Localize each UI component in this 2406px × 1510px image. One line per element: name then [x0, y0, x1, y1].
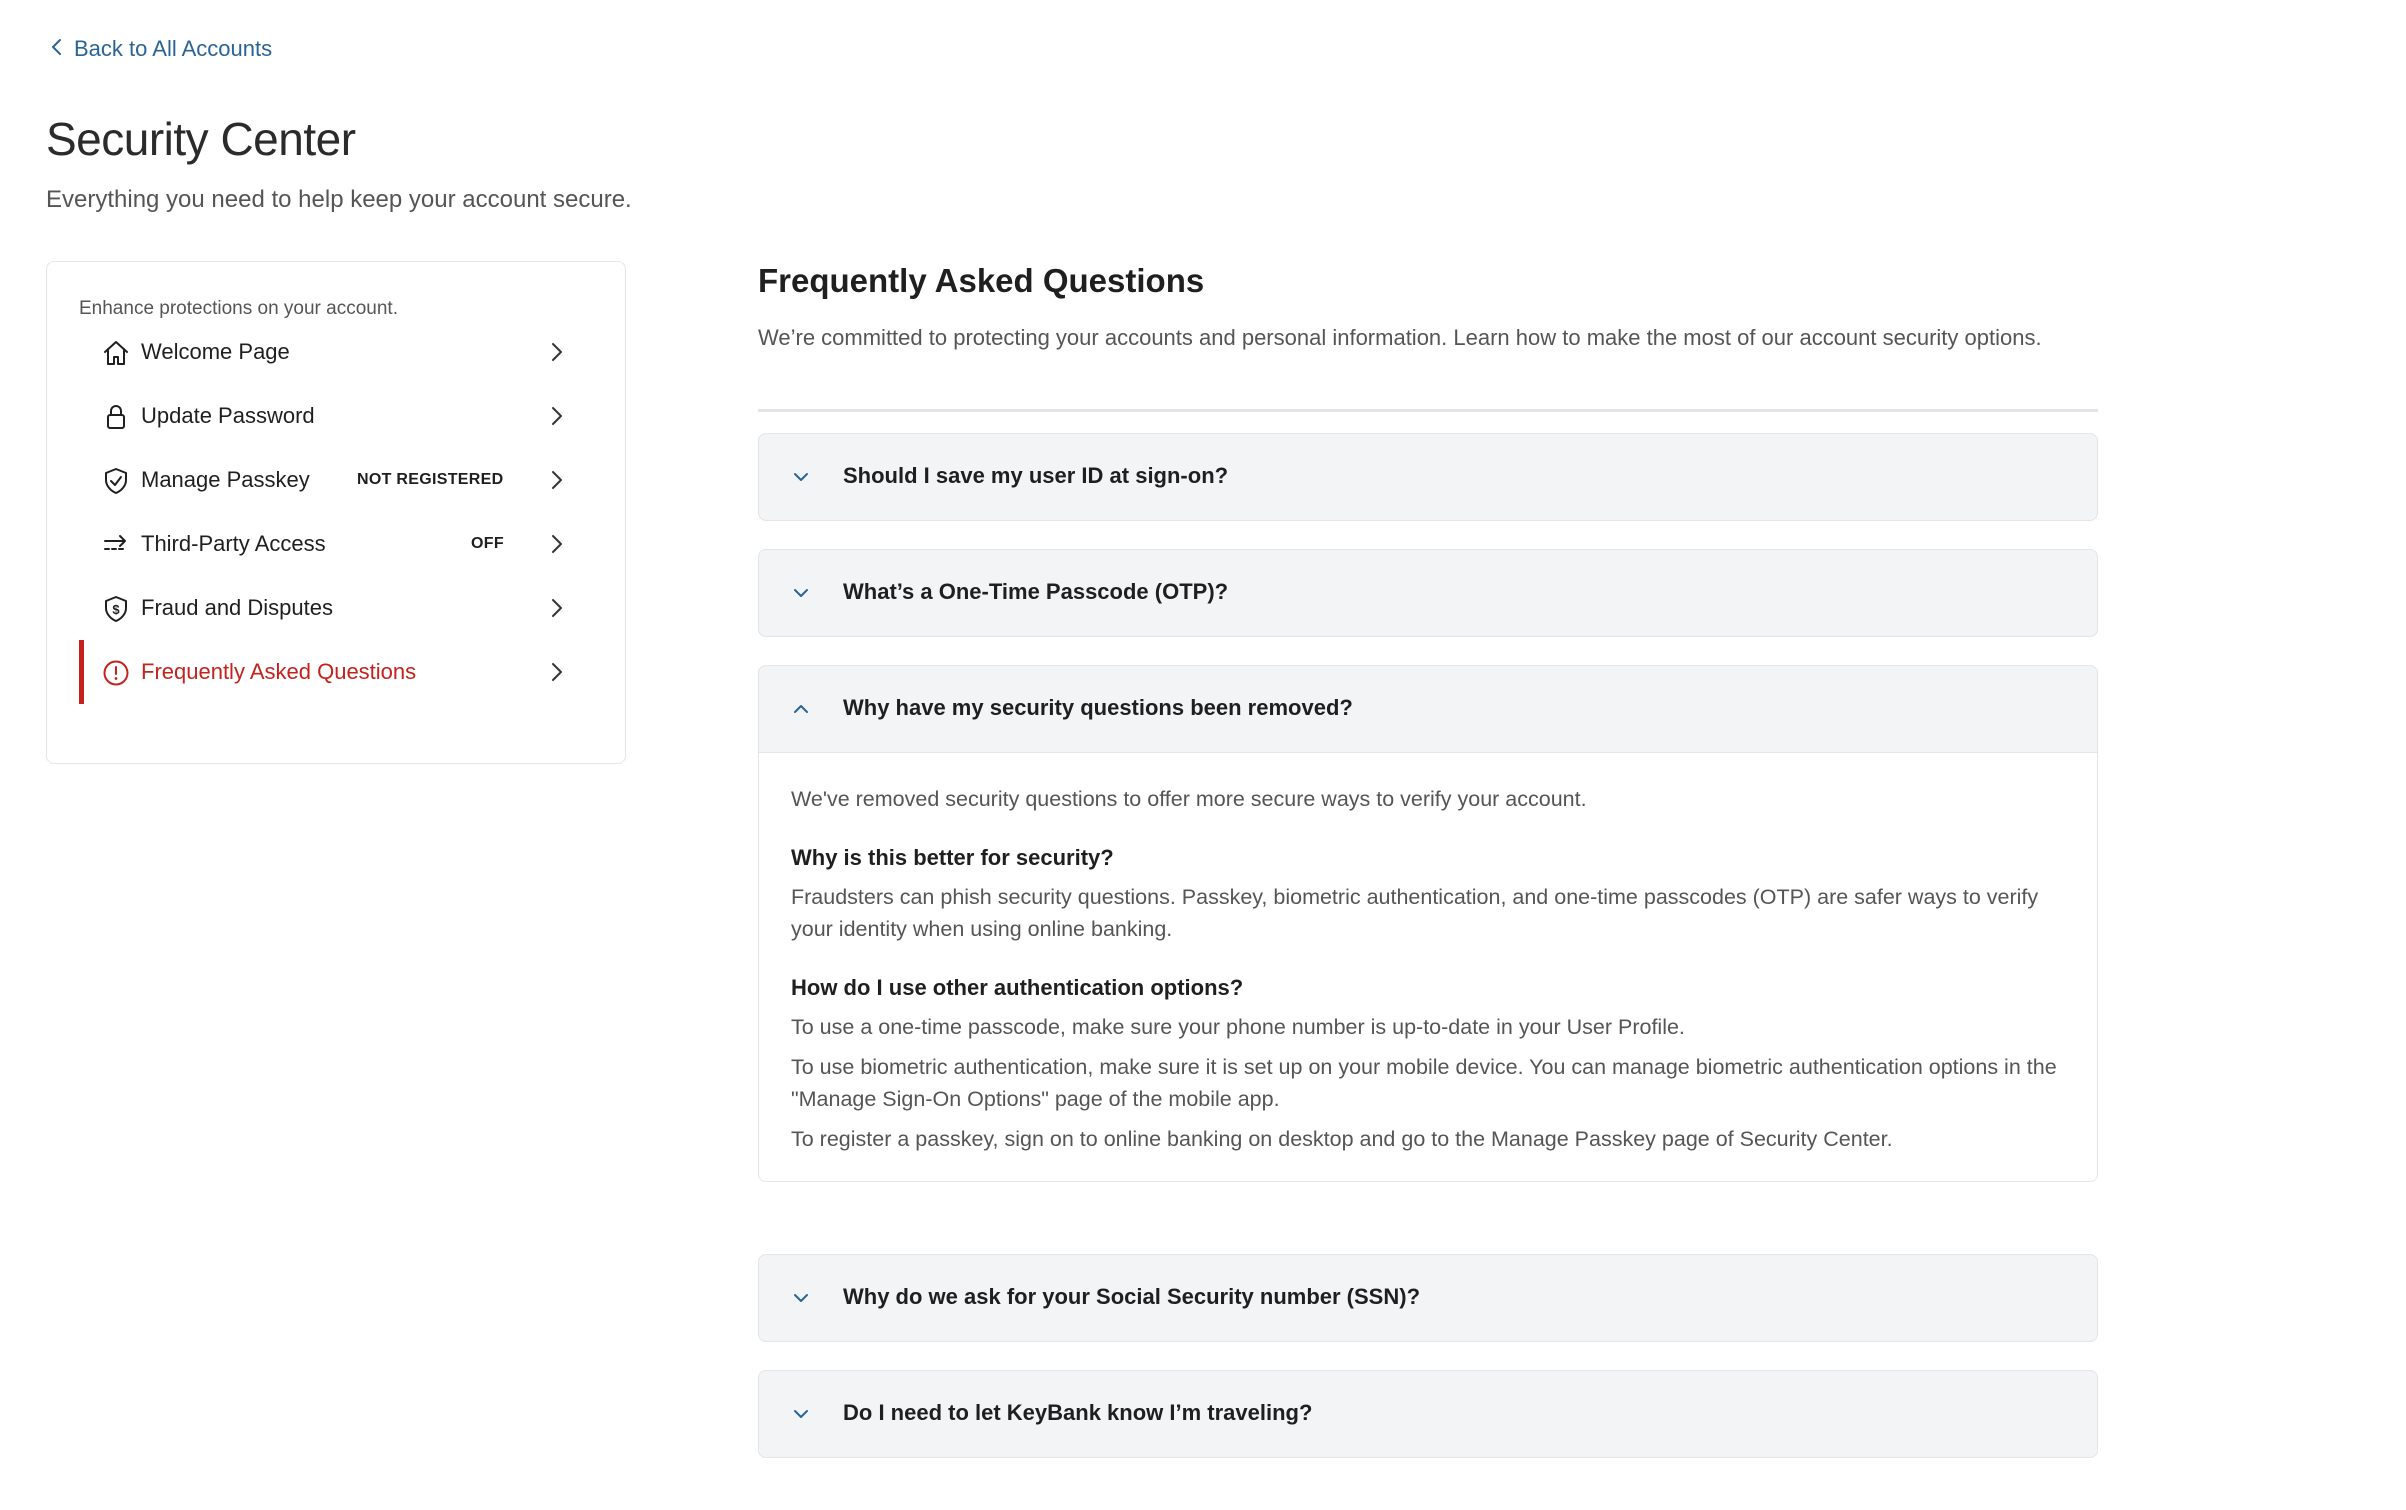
chevron-down-icon	[791, 467, 811, 487]
chevron-right-icon	[549, 468, 565, 492]
passkey-status-badge: NOT REGISTERED	[357, 471, 504, 488]
sidebar-item-label: Third-Party Access	[141, 531, 326, 556]
sidebar-item-label: Update Password	[141, 403, 315, 428]
sidebar-item-label: Manage Passkey	[141, 467, 310, 492]
faq-question-toggle[interactable]	[759, 550, 2097, 636]
home-icon	[101, 338, 131, 368]
chevron-right-icon	[549, 660, 565, 684]
sidebar-item-fraud-and-disputes[interactable]	[79, 576, 579, 640]
faq-question-toggle[interactable]	[759, 434, 2097, 520]
chevron-down-icon	[791, 1288, 811, 1308]
faq-item	[758, 1370, 2098, 1458]
chevron-right-icon	[549, 532, 565, 556]
lock-icon	[101, 402, 131, 432]
faq-item-expanded	[758, 665, 2098, 1182]
page-subtitle: Everything you need to help keep your account secure.	[46, 186, 632, 213]
answer-paragraph: To register a passkey, sign on to online banking on desktop and go to the Manage Passkey page of Security Center.	[791, 1127, 1893, 1151]
info-icon	[101, 658, 131, 688]
sidebar-item-label: Frequently Asked Questions	[141, 659, 417, 684]
answer-subheading: How do I use other authentication options?	[791, 975, 1244, 1000]
page-title: Security Center	[46, 113, 356, 165]
chevron-right-icon	[549, 404, 565, 428]
sidebar-item-third-party-access[interactable]	[79, 512, 579, 576]
sidebar-caption: Enhance protections on your account.	[79, 298, 398, 319]
faq-question-toggle[interactable]	[759, 666, 2097, 752]
faq-heading: Frequently Asked Questions	[758, 262, 1205, 299]
faq-question: Do I need to let KeyBank know I’m traveling?	[843, 1400, 1313, 1425]
chevron-right-icon	[549, 596, 565, 620]
shield-check-icon	[101, 466, 131, 496]
answer-paragraph: To use a one-time passcode, make sure your phone number is up-to-date in your User Profile.	[791, 1015, 1685, 1039]
faq-question-toggle[interactable]	[759, 1255, 2097, 1341]
faq-question: What’s a One-Time Passcode (OTP)?	[843, 579, 1229, 604]
svg-text:$: $	[112, 602, 120, 617]
sidebar-item-update-password[interactable]	[79, 384, 579, 448]
answer-paragraph: To use biometric authentication, make sure it is set up on your mobile device. You can manage biometric authentication options in the "Manage Sign-On Options" page of the mobile app.	[791, 1055, 2057, 1111]
faq-question: Why do we ask for your Social Security number (SSN)?	[843, 1284, 1421, 1309]
sidebar-item-label: Fraud and Disputes	[141, 595, 333, 620]
third-party-status-badge: OFF	[471, 535, 504, 552]
divider	[758, 409, 2098, 412]
security-sidebar	[46, 261, 626, 764]
shield-dollar-icon	[101, 594, 131, 624]
sidebar-item-manage-passkey[interactable]	[79, 448, 579, 512]
transfer-arrows-icon	[101, 530, 131, 560]
answer-intro: We've removed security questions to offer more secure ways to verify your account.	[791, 787, 1587, 811]
faq-question-toggle[interactable]	[759, 1371, 2097, 1457]
back-link-label: Back to All Accounts	[74, 36, 273, 61]
faq-question: Should I save my user ID at sign-on?	[843, 463, 1229, 488]
chevron-up-icon	[791, 699, 811, 719]
faq-item	[758, 1254, 2098, 1342]
chevron-down-icon	[791, 583, 811, 603]
chevron-left-icon	[50, 36, 64, 62]
sidebar-item-label: Welcome Page	[141, 339, 290, 364]
faq-answer	[759, 752, 2097, 1181]
sidebar-item-faq[interactable]	[79, 640, 579, 704]
faq-item	[758, 433, 2098, 521]
back-to-accounts-link[interactable]	[50, 36, 272, 62]
answer-subheading: Why is this better for security?	[791, 845, 1114, 870]
chevron-right-icon	[549, 340, 565, 364]
active-indicator	[79, 640, 84, 704]
faq-question: Why have my security questions been removed?	[843, 695, 1353, 720]
faq-intro: We’re committed to protecting your accounts and personal information. Learn how to make the most of our account security options.	[758, 325, 2042, 350]
sidebar-item-welcome-page[interactable]	[79, 320, 579, 384]
chevron-down-icon	[791, 1404, 811, 1424]
faq-item	[758, 549, 2098, 637]
answer-paragraph: Fraudsters can phish security questions. Passkey, biometric authentication, and one-time passcodes (OTP) are safer ways to verify your identity when using online banking.	[791, 885, 2039, 941]
